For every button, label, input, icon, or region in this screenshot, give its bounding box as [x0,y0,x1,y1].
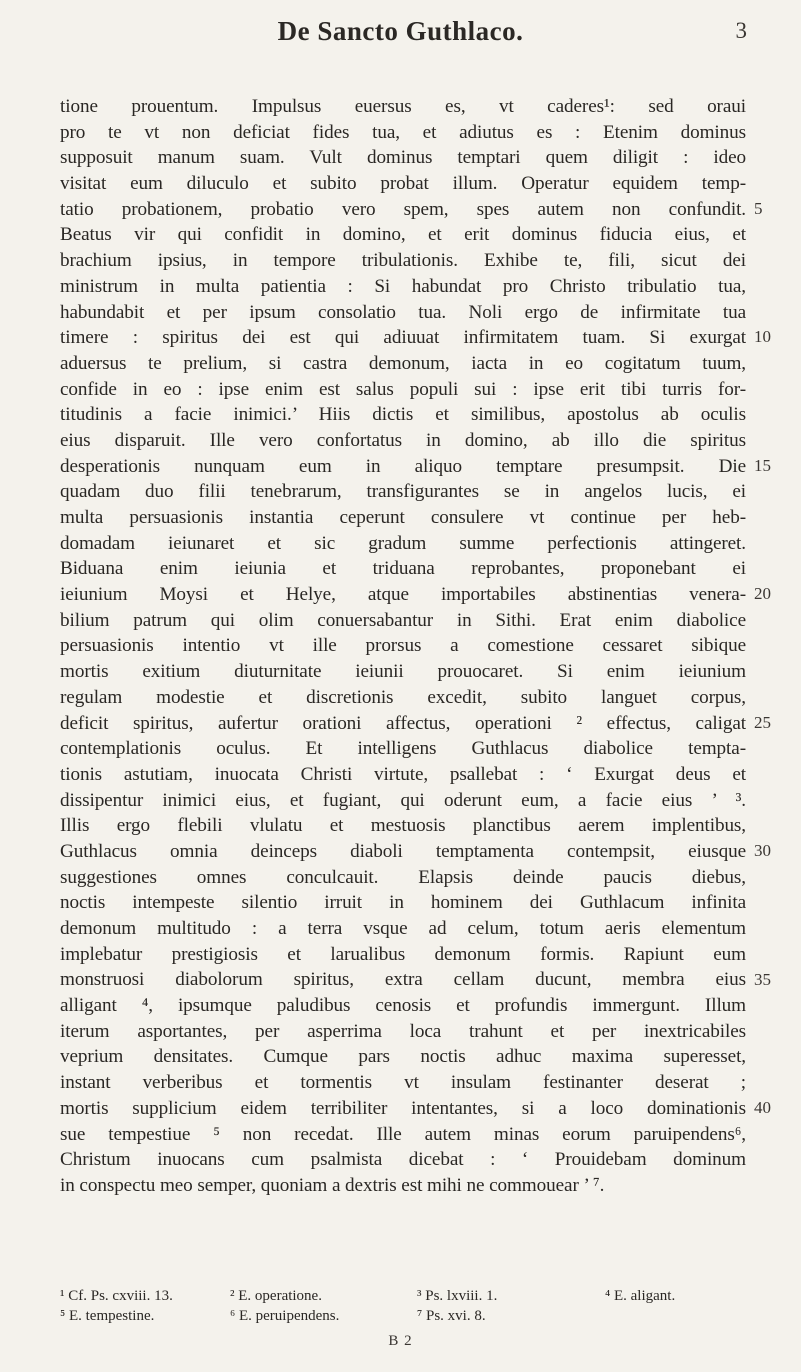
text-line: brachium ipsius, in tempore tribulationis. Exhibe te, fili, sicut dei [60,250,746,272]
text-line: instant verberibus et tormentis vt insulam festinanter deserat ; [60,1072,746,1094]
margin-line-number: 25 [754,712,771,732]
text-line: alligant ⁴, ipsumque paludibus cenosis et profundis immergunt. Illum [60,995,746,1017]
text-line: persuasionis intentio vt ille prorsus a comestione cessaret sibique [60,635,746,657]
text-line: implebatur prestigiosis et larualibus demonum formis. Rapiunt eum [60,943,746,965]
text-line: mortis exitium diuturnitate ieiunii prouocaret. Si enim ieiunium [60,661,746,683]
margin-line-number: 35 [754,969,771,989]
text-line: visitat eum diluculo et subito probat illum. Operatur equidem temp- [60,173,746,195]
text-line: habundabit et per ipsum consolatio tua. Noli ergo de infirmitate tua [60,301,746,323]
main-text [60,94,746,1199]
page-header [0,16,801,66]
margin-line-number: 15 [754,455,771,475]
signature-mark: B 2 [388,1333,413,1349]
text-line: noctis intempeste silentio irruit in hominem dei Guthlacum infinita [60,892,746,914]
margin-line-number: 5 [754,198,763,218]
footnotes [60,1286,750,1326]
text-line: in conspectu meo semper, quoniam a dextris est mihi ne commouear ’ ⁷. [60,1174,605,1196]
text-line: timere : spiritus dei est qui adiuuat infirmitatem tuam. Si exurgat [60,327,746,349]
text-line: iterum asportantes, per asperrima loca trahunt et per inextricabiles [60,1020,746,1042]
text-line: contemplationis oculus. Et intelligens Guthlacus diabolice tempta- [60,738,746,760]
text-line: pro te vt non deficiat fides tua, et adiutus es : Etenim dominus [60,121,746,143]
text-line: aduersus te prelium, si castra demonum, iacta in eo cogitatum tuum, [60,352,746,374]
text-line: multa persuasionis instantia ceperunt consulere vt continue per heb- [60,507,746,528]
footnote-row [60,1286,750,1306]
text-line: Guthlacus omnia deinceps diaboli temptamenta contempsit, eiusque [60,840,746,862]
footnote: ⁷ Ps. xvi. 8. [417,1308,486,1324]
footnote: ³ Ps. lxviii. 1. [417,1288,498,1304]
margin-line-number: 10 [754,327,771,347]
text-line: domadam ieiunaret et sic gradum summe perfectionis attingeret. [60,532,746,554]
text-line: tione prouentum. Impulsus euersus es, vt caderes¹: sed oraui [60,96,746,117]
text-line: eius disparuit. Ille vero confortatus in domino, ab illo die spiritus [60,429,746,451]
footnote: ⁴ E. aligant. [605,1288,676,1304]
text-line: deficit spiritus, aufertur orationi affectus, operationi ² effectus, caligat [60,712,746,734]
text-line: sue tempestiue ⁵ non recedat. Ille autem minas eorum paruipendens⁶, [60,1123,746,1145]
running-title: De Sancto Guthlaco. [277,16,524,46]
text-line: demonum multitudo : a terra vsque ad celum, totum aeris elementum [60,918,746,939]
footnote: ² E. operatione. [230,1288,322,1304]
text-line: desperationis nunquam eum in aliquo temptare presumpsit. Die [60,455,746,477]
margin-line-number: 40 [754,1098,771,1118]
text-line: Illis ergo flebili vlulatu et mestuosis planctibus aerem implentibus, [60,815,746,837]
text-line: titudinis a facie inimici.’ Hiis dictis et similibus, apostolus ab oculis [60,404,746,426]
text-line: veprium densitates. Cumque pars noctis adhuc maxima superesset, [60,1046,746,1068]
margin-line-number: 20 [754,584,771,604]
text-line: regulam modestie et discretionis excedit, subito languet corpus, [60,686,746,708]
page-number: 3 [735,18,747,43]
text-line: suggestiones omnes conculcauit. Elapsis deinde paucis diebus, [60,866,746,888]
footnote: ¹ Cf. Ps. cxviii. 13. [60,1288,173,1304]
footnote: ⁵ E. tempestine. [60,1308,155,1324]
text-line: ieiunium Moysi et Helye, atque importabiles abstinentias venera- [60,584,746,606]
text-line: Biduana enim ieiunia et triduana reprobantes, proponebant ei [60,558,746,580]
footnote-row [60,1306,750,1326]
text-line: dissipentur inimici eius, et fugiant, qui oderunt eum, a facie eius ’ ³. [60,789,746,811]
text-line: confide in eo : ipse enim est salus populi sui : ipse erit tibi turris for- [60,378,746,400]
text-line: Beatus vir qui confidit in domino, et erit dominus fiducia eius, et [60,224,746,246]
text-line: Christum inuocans cum psalmista dicebat : ‘ Prouidebam dominum [60,1149,746,1171]
text-line: quadam duo filii tenebrarum, transfigurantes se in angelos lucis, ei [60,481,746,503]
footnote: ⁶ E. peruipendens. [230,1308,340,1324]
text-line: mortis supplicium eidem terribiliter intentantes, si a loco dominationis [60,1097,746,1119]
margin-line-number: 30 [754,841,771,861]
text-line: bilium patrum qui olim conuersabantur in Sithi. Erat enim diabolice [60,609,746,631]
text-line: tionis astutiam, inuocata Christi virtute, psallebat : ‘ Exurgat deus et [60,763,746,785]
text-line: tatio probationem, probatio vero spem, spes autem non confundit. [60,198,746,220]
text-line: ministrum in multa patientia : Si habundat pro Christo tribulatio tua, [60,275,746,297]
text-line: monstruosi diabolorum spiritus, extra cellam ducunt, membra eius [60,969,746,991]
text-line: supposuit manum suam. Vult dominus temptari quem diligit : ideo [60,147,746,169]
